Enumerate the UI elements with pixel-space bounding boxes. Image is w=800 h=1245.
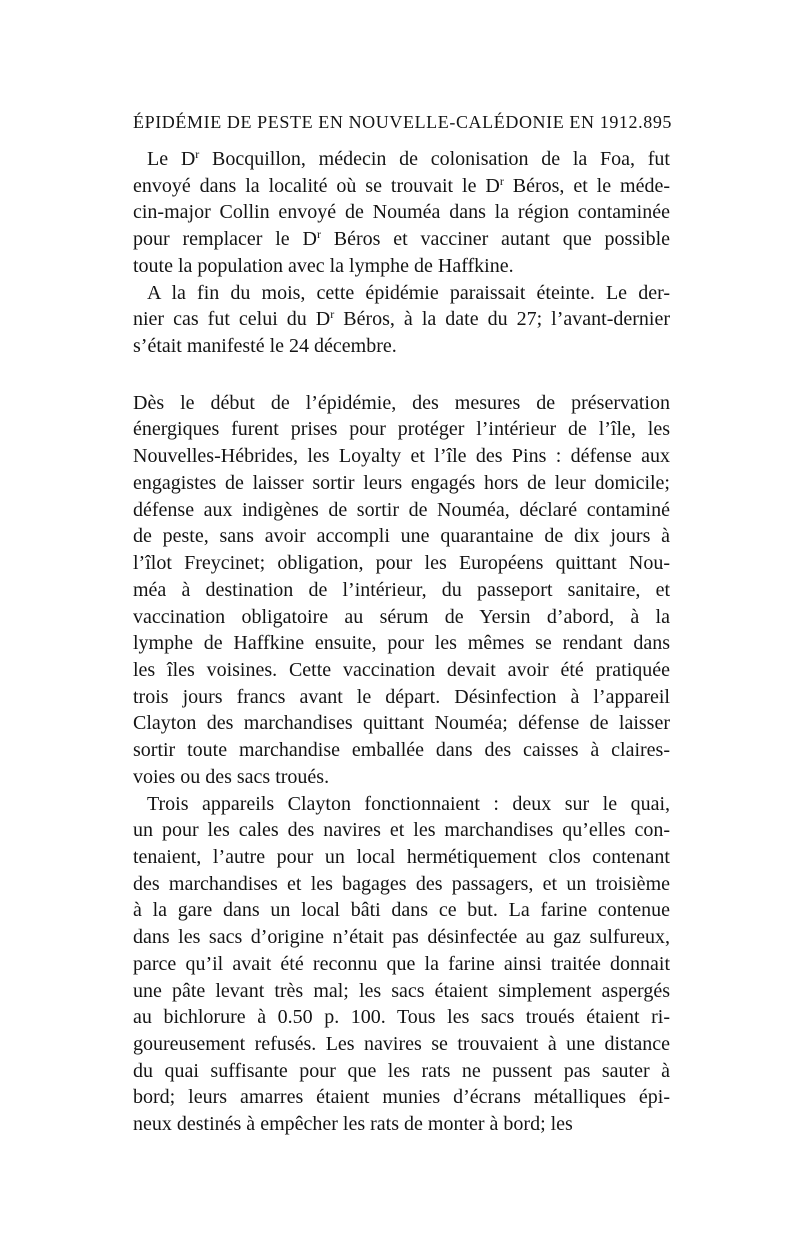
text-segment: de peste, sans avoir accompli une quarantaine de dix jours à: [133, 525, 670, 548]
text-segment: trois jours francs avant le départ. Désinfection à l’appareil: [133, 685, 670, 708]
text-segment: Nouvelles-Hébrides, les Loyalty et l’île des Pins : défense aux: [133, 445, 670, 468]
text-segment: Clayton des marchandises quittant Nouméa; défense de laisser: [133, 712, 670, 735]
text-line: [133, 951, 670, 978]
text-line: [133, 416, 670, 443]
text-segment: Béros, et le méde-: [503, 174, 671, 197]
text-segment: A la fin du mois, cette épidémie paraissait éteinte. Le der-: [147, 281, 670, 304]
text-segment: Béros, à la date du 27; l’avant-dernier: [334, 308, 670, 331]
text-line: [133, 199, 670, 226]
text-line: [133, 924, 670, 951]
text-line: [133, 146, 670, 173]
text-line: [133, 657, 670, 684]
superscript: r: [499, 173, 504, 188]
paragraph: [133, 390, 670, 791]
running-title: ÉPIDÉMIE DE PESTE EN NOUVELLE-CALÉDONIE EN 1912.: [133, 112, 644, 132]
paragraph: [133, 146, 670, 280]
text-line: [133, 390, 670, 417]
text-line: [133, 497, 670, 524]
text-line: [133, 577, 670, 604]
text-line: [133, 897, 670, 924]
text-segment: des marchandises et les bagages des passagers, et un troisième: [133, 872, 670, 895]
text-segment: défense aux indigènes de sortir de Nouméa, déclaré contaminé: [133, 498, 670, 521]
text-line: [133, 1084, 670, 1111]
text-line: [133, 710, 670, 737]
text-line: [133, 871, 670, 898]
text-line: [133, 978, 670, 1005]
paragraph: [133, 280, 670, 360]
text-segment: envoyé dans la localité où se trouvait le D: [133, 174, 500, 197]
text-segment: Le D: [147, 148, 196, 170]
text-line: [133, 791, 670, 818]
text-line: [133, 737, 670, 764]
text-line: [133, 443, 670, 470]
text-segment: énergiques furent prises pour protéger l’intérieur de l’île, les: [133, 418, 670, 441]
text-line: [133, 1031, 670, 1058]
text-segment: Trois appareils Clayton fonctionnaient : deux sur le quai,: [147, 792, 670, 815]
text-line: [133, 173, 670, 200]
text-segment: s’était manifesté le 24 décembre.: [133, 335, 397, 358]
text-segment: tenaient, l’autre pour un local hermétiquement clos contenant: [133, 845, 670, 868]
text-segment: méa à destination de l’intérieur, du passeport sanitaire, et: [133, 578, 670, 601]
running-head: [133, 112, 673, 133]
text-line: [133, 253, 670, 280]
superscript: r: [195, 147, 200, 161]
text-segment: lymphe de Haffkine ensuite, pour les mêmes se rendant dans: [133, 632, 670, 655]
text-segment: pour remplacer le D: [133, 228, 317, 251]
superscript: r: [316, 227, 321, 242]
text-line: [133, 280, 670, 307]
section-gap: [133, 360, 670, 390]
text-segment: l’îlot Freycinet; obligation, pour les Européens quittant Nou-: [133, 552, 670, 575]
text-line: [133, 226, 670, 253]
text-segment: parce qu’il avait été reconnu que la farine ainsi traitée donnait: [133, 952, 670, 975]
text-segment: bord; leurs amarres étaient munies d’écrans métalliques épi-: [133, 1086, 670, 1109]
text-segment: neux destinés à empêcher les rats de monter à bord; les: [133, 1113, 573, 1136]
text-line: [133, 523, 670, 550]
text-line: [133, 333, 670, 360]
text-segment: Dès le début de l’épidémie, des mesures de préservation: [133, 391, 670, 414]
text-segment: au bichlorure à 0.50 p. 100. Tous les sacs troués étaient ri-: [133, 1006, 670, 1029]
text-segment: un pour les cales des navires et les marchandises qu’elles con-: [133, 819, 670, 842]
text-line: [133, 1111, 670, 1138]
text-segment: Béros et vacciner autant que possible: [320, 228, 670, 251]
text-segment: une pâte levant très mal; les sacs étaient simplement aspergés: [133, 979, 670, 1002]
text-line: [133, 470, 670, 497]
text-segment: sortir toute marchandise emballée dans des caisses à claires-: [133, 739, 670, 762]
text-segment: toute la population avec la lymphe de Haffkine.: [133, 254, 514, 277]
text-segment: les îles voisines. Cette vaccination devait avoir été pratiquée: [133, 658, 670, 681]
text-segment: nier cas fut celui du D: [133, 308, 331, 331]
text-line: [133, 764, 670, 791]
text-segment: à la gare dans un local bâti dans ce but. La farine contenue: [133, 899, 670, 922]
text-line: [133, 630, 670, 657]
text-segment: vaccination obligatoire au sérum de Yersin d’abord, à la: [133, 605, 670, 628]
page-number: 895: [643, 112, 673, 132]
text-segment: engagistes de laisser sortir leurs engagés hors de leur domicile;: [133, 471, 670, 494]
text-line: [133, 604, 670, 631]
body-text: [133, 146, 670, 1138]
text-segment: cin-major Collin envoyé de Nouméa dans la région contaminée: [133, 201, 670, 224]
paragraph: [133, 791, 670, 1138]
text-segment: Bocquillon, médecin de colonisation de la Foa, fut: [199, 148, 670, 170]
superscript: r: [330, 307, 335, 322]
text-segment: du quai suffisante pour que les rats ne pussent pas sauter à: [133, 1059, 670, 1082]
text-segment: voies ou des sacs troués.: [133, 765, 330, 788]
text-line: [133, 306, 670, 333]
text-segment: dans les sacs d’origine n’était pas désinfectée au gaz sulfureux,: [133, 926, 670, 949]
text-line: [133, 1058, 670, 1085]
text-line: [133, 684, 670, 711]
text-line: [133, 844, 670, 871]
text-line: [133, 817, 670, 844]
text-line: [133, 1004, 670, 1031]
text-segment: goureusement refusés. Les navires se trouvaient à une distance: [133, 1033, 670, 1055]
text-line: [133, 550, 670, 577]
